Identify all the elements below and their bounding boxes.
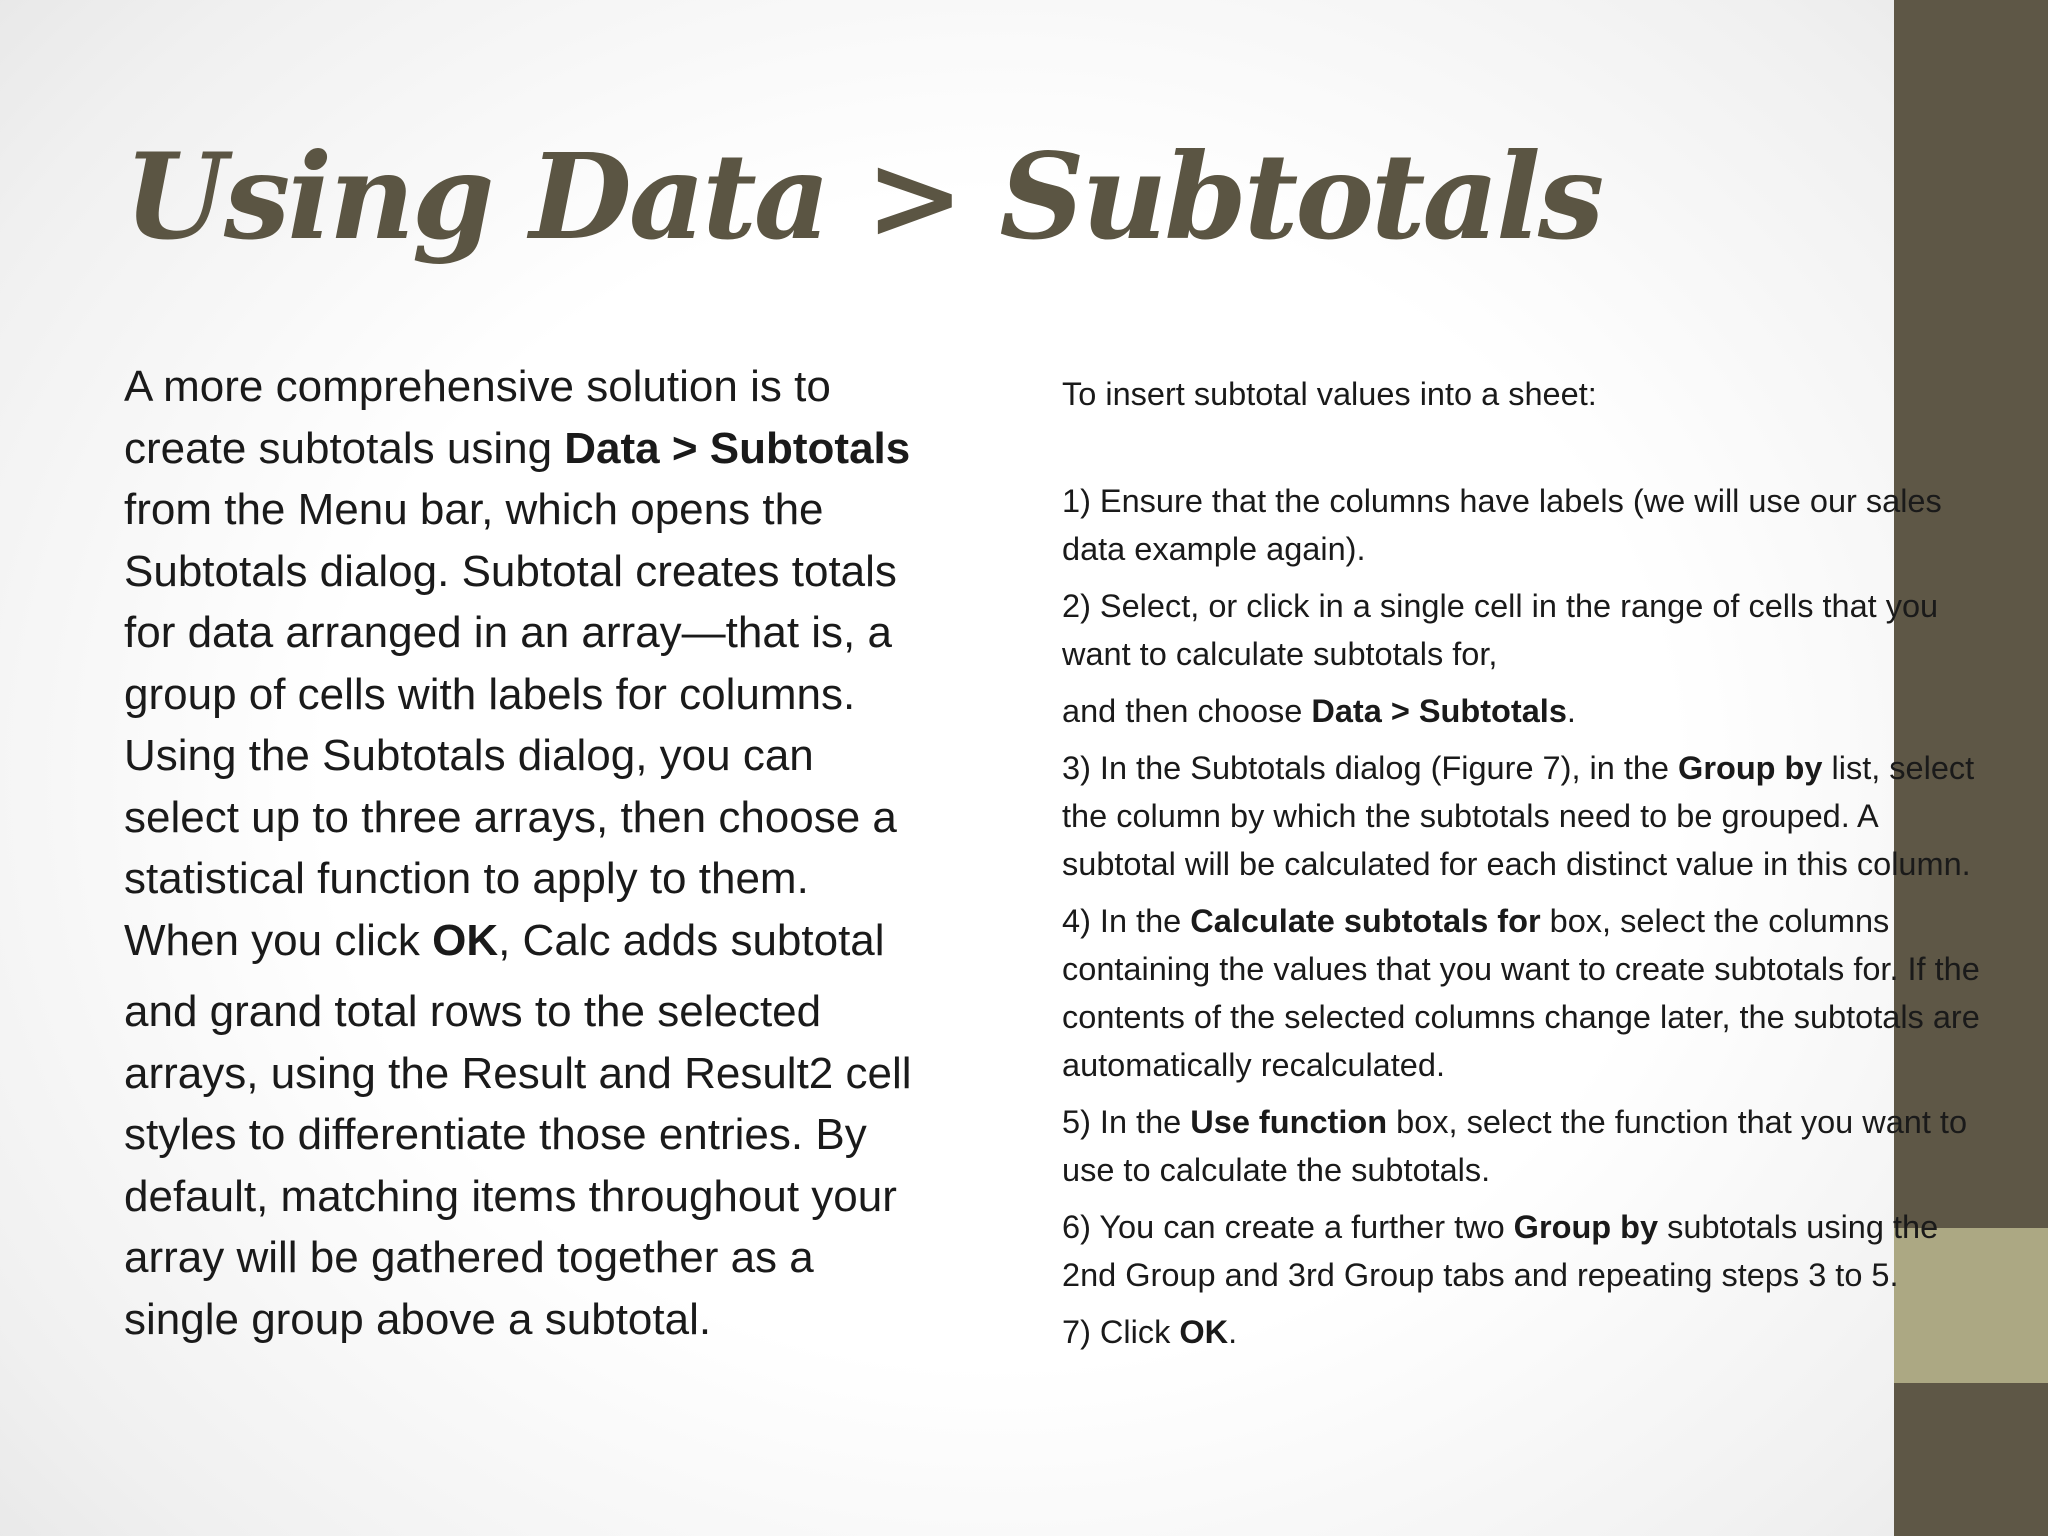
step-7	[1062, 1308, 1982, 1356]
ok-label-text: OK	[1179, 1314, 1229, 1350]
left-column	[124, 356, 924, 1350]
group-by-label: Group by	[1678, 750, 1823, 786]
text-run: 7) Click	[1062, 1314, 1180, 1350]
step-4	[1062, 897, 1982, 1089]
text-run: 6) You can create a further two	[1062, 1209, 1514, 1245]
text-run: subtotals using the 2nd Group and 3rd Group tabs and repeating steps 3 to 5.	[1062, 1209, 1939, 1293]
text-run: 4) In the	[1062, 903, 1191, 939]
left-paragraph-1	[124, 356, 924, 971]
menu-path-text: Data > Subtotals	[564, 423, 911, 473]
text-run: .	[1566, 693, 1576, 729]
calculate-subtotals-label: Calculate subtotals for	[1190, 903, 1541, 939]
step-1: 1) Ensure that the columns have labels (we will use our sales data example again).	[1062, 483, 1942, 567]
ok-label-text: OK	[432, 915, 499, 965]
step-2-continued	[1062, 687, 1982, 735]
slide-title: Using Data > Subtotals	[124, 127, 1602, 266]
menu-path-text: Data > Subtotals	[1311, 693, 1567, 729]
text-run: and then choose	[1062, 693, 1312, 729]
right-column	[1062, 370, 1982, 1365]
text-run: 3) In the Subtotals dialog (Figure 7), in the	[1062, 750, 1679, 786]
use-function-label: Use function	[1190, 1104, 1388, 1140]
text-run: , Calc adds subtotal	[498, 915, 885, 965]
step-2: 2) Select, or click in a single cell in the range of cells that you want to calculate subtotals for,	[1062, 588, 1939, 672]
text-run: A more comprehensive solution is to create subtotals using	[124, 362, 831, 473]
text-run: box, select the function that you want to use to calculate the subtotals.	[1062, 1104, 1968, 1188]
step-5	[1062, 1098, 1982, 1194]
step-6	[1062, 1203, 1982, 1299]
text-run: 5) In the	[1062, 1104, 1191, 1140]
text-run: from the Menu bar, which opens the Subtotals dialog. Subtotal creates totals for data arranged in an array—that is, a group of cells with labels for columns. Using the Subtotals dialog, you can select up to three arrays, then choose a statistical function to apply to them. When you click	[124, 485, 897, 965]
text-run: list, select the column by which the subtotals need to be grouped. A subtotal will be calculated for each distinct value in this column.	[1062, 750, 1975, 882]
left-paragraph-2: and grand total rows to the selected arrays, using the Result and Result2 cell styles to differentiate those entries. By default, matching items throughout your array will be gathered together as a single group above a subtotal.	[124, 987, 912, 1344]
steps-intro: To insert subtotal values into a sheet:	[1062, 376, 1597, 412]
group-by-label: Group by	[1513, 1209, 1659, 1245]
step-3	[1062, 744, 1982, 888]
text-run: .	[1228, 1314, 1238, 1350]
text-run: box, select the columns containing the values that you want to create subtotals for. If the contents of the selected columns change later, the subtotals are automatically recalculated.	[1062, 903, 1980, 1083]
